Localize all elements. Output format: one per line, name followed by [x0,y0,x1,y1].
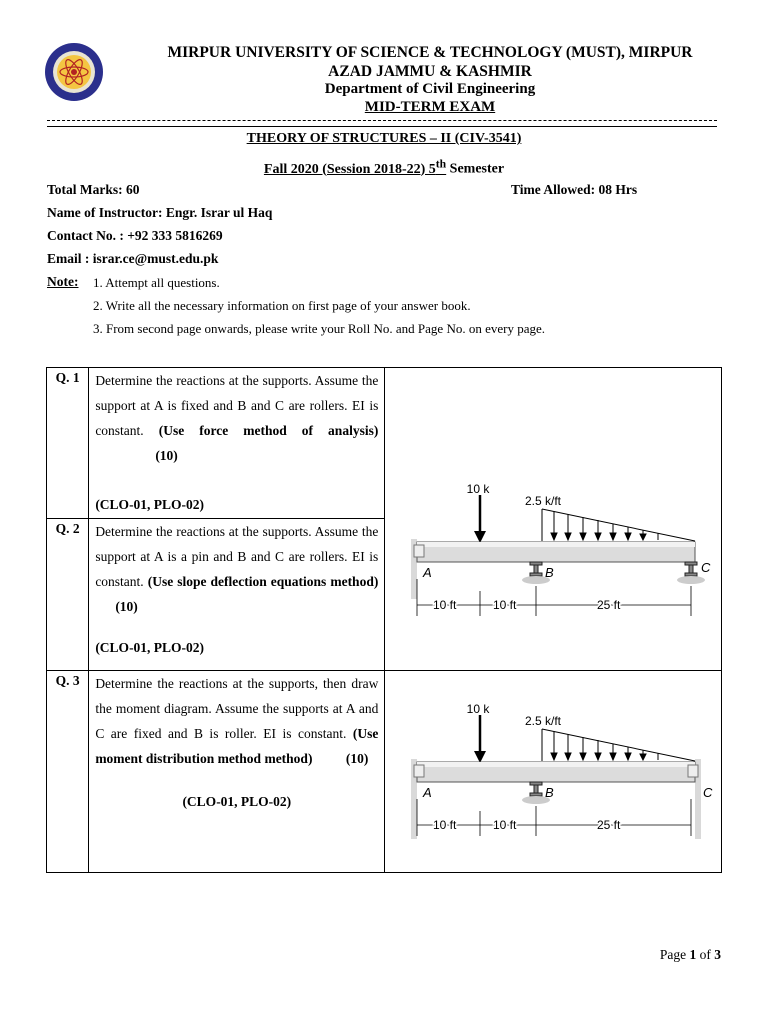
dimension-3: 25 ft [597,818,621,832]
question-row-1 [47,368,722,519]
email: Email : israr.ce@must.edu.pk [47,251,219,266]
question-method: (Use force method of analysis) [158,423,379,438]
beam-figure [385,368,729,668]
question-marks: (10) [345,751,369,766]
question-number: Q. 1 [47,368,89,519]
dimension-2: 10 ft [493,598,517,612]
question-marks: (10) [115,599,138,614]
department-name: Department of Civil Engineering [324,81,536,97]
note-item-2: 2. Write all the necessary information on first page of your answer book. [93,298,471,313]
point-load-label: 10 k [466,702,490,716]
question-number: Q. 2 [47,519,89,671]
question-text: Determine the reactions at the supports. Assume the support at A is fixed and B and C are rollers. EI is constant. [95,373,379,438]
label-b: B [545,565,554,580]
distributed-load-label: 2.5 k/ft [525,714,562,728]
label-b: B [545,785,554,800]
header-divider-solid [47,126,717,127]
question-method: (Use slope deflection equations method) [147,574,379,589]
figure-cell-q1-q2 [385,368,722,671]
session-line: Fall 2020 (Session 2018-22) 5th Semester [263,157,505,177]
header-divider-dashed [47,120,717,121]
label-c: C [701,560,711,575]
questions-table [46,367,722,873]
label-a: A [423,785,432,800]
instructor-name: Name of Instructor: Engr. Israr ul Haq [47,205,273,220]
note-label: Note: [47,274,79,289]
question-marks: (10) [155,448,178,463]
dimension-2: 10 ft [493,818,517,832]
question-clo: (CLO-01, PLO-02) [182,794,292,809]
university-logo [44,42,104,102]
page-number: Page 1 of 3 [659,947,721,962]
time-allowed: Time Allowed: 08 Hrs [511,182,638,197]
label-c: C [703,785,713,800]
question-number: Q. 3 [47,671,89,873]
question-text-cell [89,519,385,671]
question-clo: (CLO-01, PLO-02) [95,497,205,512]
note-item-3: 3. From second page onwards, please write your Roll No. and Page No. on every page. [93,321,545,336]
question-text: Determine the reactions at the supports. Assume the support at A is a pin and B and C are rollers. EI is constant. [95,524,379,589]
note-item-1: 1. Attempt all questions. [93,275,220,290]
figure-cell-q3 [385,671,722,873]
question-clo: (CLO-01, PLO-02) [95,640,205,655]
label-a: A [423,565,432,580]
dimension-3: 25 ft [597,598,621,612]
distributed-load-label: 2.5 k/ft [525,494,562,508]
point-load-label: 10 k [466,482,490,496]
university-name-line1: MIRPUR UNIVERSITY OF SCIENCE & TECHNOLOGY (MUST), MIRPUR [167,44,693,61]
beam-figure-fixed [385,671,729,873]
dimension-1: 10 ft [433,818,457,832]
university-name-line2: AZAD JAMMU & KASHMIR [328,63,532,80]
dimension-1: 10 ft [433,598,457,612]
course-title: THEORY OF STRUCTURES – II (CIV-3541) [246,131,522,146]
exam-title: MID-TERM EXAM [364,99,496,115]
total-marks: Total Marks: 60 [47,182,140,197]
question-method: (Use moment distribution method method) [95,726,379,766]
contact-number: Contact No. : +92 333 5816269 [47,228,223,243]
question-text-cell [89,671,385,873]
question-row-3 [47,671,722,873]
question-text-cell [89,368,385,519]
question-text: Determine the reactions at the supports, then draw the moment diagram. Assume the supports at A and C are fixed and B is roller. EI is constant. [95,676,379,741]
